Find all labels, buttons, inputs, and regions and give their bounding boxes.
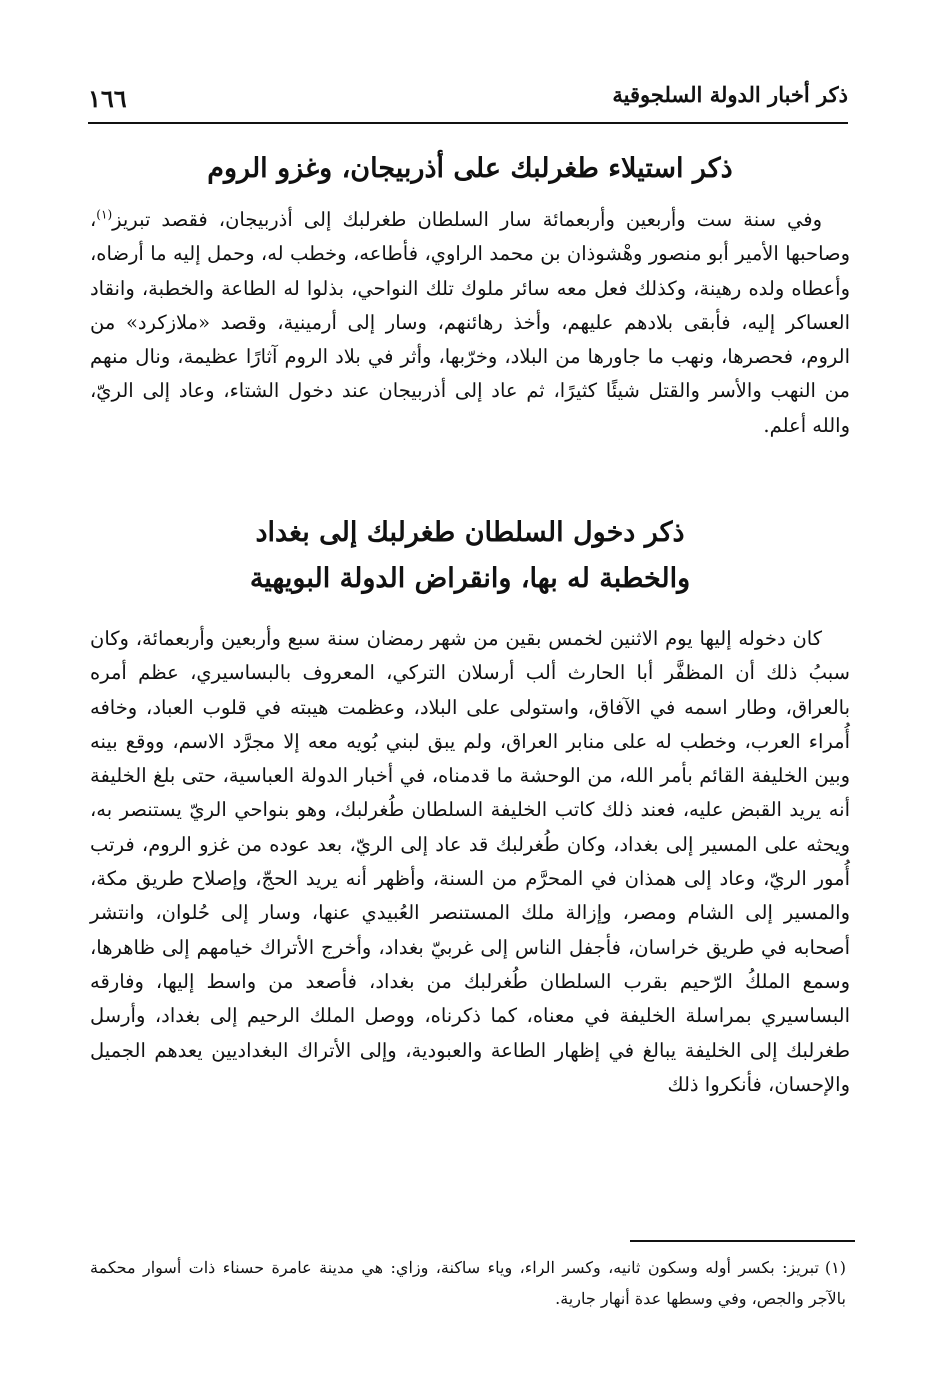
footnote-divider — [630, 1240, 855, 1242]
footnote-label: (١) — [824, 1258, 846, 1277]
footnote-reference[interactable]: (١) — [96, 207, 113, 222]
footnote-text: تبريز: بكسر أوله وسكون ثانيه، وكسر الراء، وياء ساكنة، وزاي: هي مدينة عامرة حسناء ذات أسوار محكمة بالآجر والجص، وفي وسطها عدة أنهار جارية. — [90, 1258, 846, 1308]
running-title: ذكر أخبار الدولة السلجوقية — [612, 82, 848, 107]
paragraph-baghdad: كان دخوله إليها يوم الاثنين لخمس بقين من شهر رمضان سنة سبع وأربعين وأربعمائة، وكان سببُ ذلك أن المظفَّر أبا الحارث ألب أرسلان التركي، المعروف بالبساسيري، عظم أمره بالعراق، وطار اسمه في الآفاق، واستولى على البلاد، وعظمت هيبته في قلوب العباد، وخافه أُمراء العرب، وخطب له على منابر العراق، ولم يبق لبني بُويه معه إلا مجرَّد الاسم، ووقع بينه وبين الخليفة القائم بأمر الله، من الوحشة ما قدمناه، في أخبار الدولة العباسية، حتى بلغ الخليفة أنه يريد القبض عليه، فعند ذلك كاتب الخليفة السلطان طُغرلبك، وهو بنواحي الريّ يستنصر به، ويحثه على المسير إلى بغداد، وكان طُغرلبك قد عاد إلى الريّ، بعد عوده من غزو الروم، فرتب أُمور الريّ، وعاد إلى همذان في المحرَّم من السنة، وأظهر أنه يريد الحجّ، وإصلاح طريق مكة، والمسير إلى الشام ومصر، وإزالة ملك المستنصر العُبيدي عنها، وسار إلى حُلوان، وانتشر أصحابه في طريق خراسان، فأجفل الناس إلى غربيّ بغداد، وأخرج الأتراك خيامهم إلى ظاهرها، وسمع الملكُ الرّحيم بقرب السلطان طُغرلبك من بغداد، فأصعد من واسط إليها، وفارقه البساسيري بمراسلة الخليفة في معناه، كما ذكرناه، ووصل الملك الرحيم إلى بغداد، وأرسل طغرلبك إلى الخليفة يبالغ في إظهار الطاعة والعبودية، وإلى الأتراك البغداديين يعدهم الجميل والإحسان، فأنكروا ذلك — [90, 627, 850, 1096]
paragraph-azerbaijan-text-start: وفي سنة ست وأربعين وأربعمائة سار السلطان طغرلبك إلى أذربيجان، فقصد تبريز — [112, 208, 822, 231]
section-heading-baghdad-line2: والخطبة له بها، وانقراض الدولة البويهية — [249, 563, 691, 594]
footnote — [90, 1252, 846, 1314]
paragraph-azerbaijan-text-end: ، وصاحبها الأمير أبو منصور وهْشوذان بن محمد الراوي، فأطاعه، وخطب له، وحمل إليه ما أرضاه، وأعطاه ولده رهينة، وكذلك فعل معه سائر ملوك تلك النواحي، بذلوا له الطاعة والخطبة، وانقاد العساكر إليه، فأبقى بلادهم عليهم، وأخذ رهائنهم، وسار إلى أرمينية، وقصد «ملازكرد» من الروم، فحصرها، ونهب ما جاورها من البلاد، وخرّبها، وأثر في بلاد الروم آثارًا عظيمة، ونال منهم من النهب والأسر والقتل شيئًا كثيرًا، ثم عاد إلى أذربيجان عند دخول الشتاء، وعاد إلى الريّ، والله أعلم. — [90, 208, 850, 437]
running-header — [88, 78, 848, 124]
section-heading-azerbaijan: ذكر استيلاء طغرلبك على أذربيجان، وغزو الروم — [207, 153, 733, 184]
page-number: ١٦٦ — [88, 84, 127, 113]
section-heading-baghdad-line1: ذكر دخول السلطان طغرلبك إلى بغداد — [255, 517, 685, 548]
paragraph-azerbaijan — [90, 203, 850, 443]
